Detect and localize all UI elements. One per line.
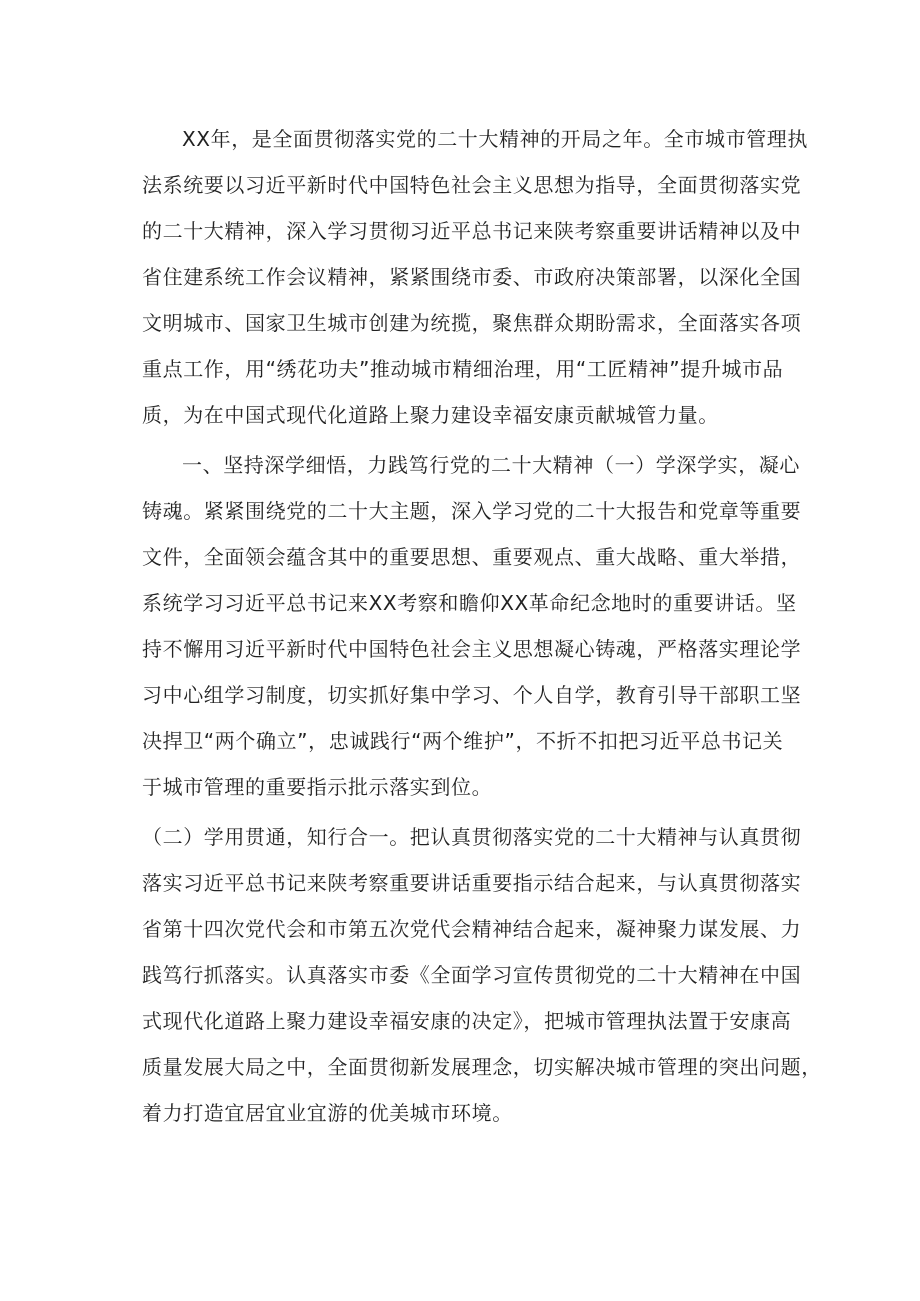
text-line: 省第十四次党代会和市第五次党代会精神结合起来，凝神聚力谋发展、力 bbox=[142, 917, 802, 941]
text-line: 着力打造宜居宜业宜游的优美城市环境。 bbox=[142, 1101, 513, 1125]
text-line: 铸魂。紧紧围绕党的二十大主题，深入学习党的二十大报告和党章等重要 bbox=[142, 499, 802, 523]
text-line: 质量发展大局之中，全面贯彻新发展理念，切实解决城市管理的突出问题， bbox=[142, 1055, 822, 1079]
text-line: 文明城市、国家卫生城市创建为统揽，聚焦群众期盼需求，全面落实各项 bbox=[142, 311, 802, 335]
text-line: 的二十大精神，深入学习贯彻习近平总书记来陕考察重要讲话精神以及中 bbox=[142, 219, 802, 243]
text-line: 质，为在中国式现代化道路上聚力建设幸福安康贡献城管力量。 bbox=[142, 403, 719, 427]
text-line: 习中心组学习制度，切实抓好集中学习、个人自学，教育引导干部职工坚 bbox=[142, 683, 802, 707]
text-line: 持不懈用习近平新时代中国特色社会主义思想凝心铸魂，严格落实理论学 bbox=[142, 637, 802, 661]
text-line: 省住建系统工作会议精神，紧紧围绕市委、市政府决策部署，以深化全国 bbox=[142, 265, 802, 289]
text-line: 法系统要以习近平新时代中国特色社会主义思想为指导，全面贯彻落实党 bbox=[142, 173, 802, 197]
text-line: XX年，是全面贯彻落实党的二十大精神的开局之年。全市城市管理执 bbox=[182, 127, 809, 151]
text-line: 于城市管理的重要指示批示落实到位。 bbox=[142, 775, 493, 799]
text-line: 决捍卫“两个确立”，忠诚践行“两个维护”，不折不扣把习近平总书记关 bbox=[142, 729, 784, 753]
text-line: 系统学习习近平总书记来XX考察和瞻仰XX革命纪念地时的重要讲话。坚 bbox=[142, 591, 797, 615]
text-line: 文件，全面领会蕴含其中的重要思想、重要观点、重大战略、重大举措， bbox=[142, 545, 802, 569]
text-line: 一、坚持深学细悟，力践笃行党的二十大精神（一）学深学实，凝心 bbox=[182, 453, 800, 477]
text-line: 式现代化道路上聚力建设幸福安康的决定》，把城市管理执法置于安康高 bbox=[142, 1009, 792, 1033]
text-line: （二）学用贯通，知行合一。把认真贯彻落实党的二十大精神与认真贯彻 bbox=[142, 825, 802, 849]
text-line: 重点工作，用“绣花功夫”推动城市精细治理，用“工匠精神”提升城市品 bbox=[142, 357, 784, 381]
text-line: 践笃行抓落实。认真落实市委《全面学习宣传贯彻党的二十大精神在中国 bbox=[142, 963, 802, 987]
text-line: 落实习近平总书记来陕考察重要讲话重要指示结合起来，与认真贯彻落实 bbox=[142, 871, 802, 895]
